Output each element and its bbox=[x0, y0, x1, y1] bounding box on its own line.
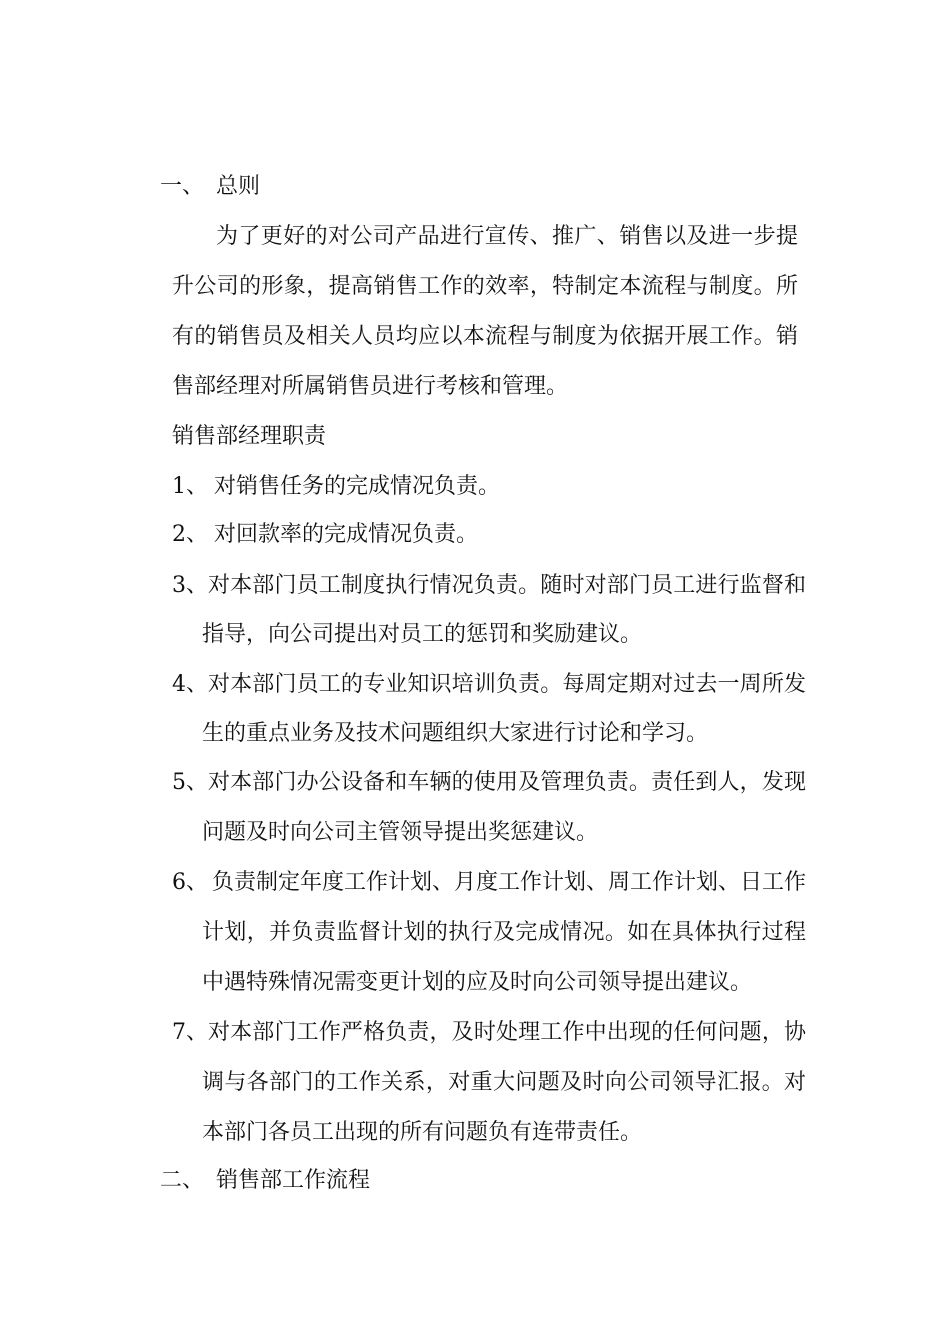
duties-heading: 销售部经理职责 bbox=[172, 424, 327, 449]
duty-number: 5、 bbox=[172, 770, 208, 795]
intro-line: 为了更好的对公司产品进行宣传、推广、销售以及进一步提 bbox=[216, 224, 798, 249]
duty-line: 生的重点业务及技术问题组织大家进行讨论和学习。 bbox=[202, 721, 709, 746]
duty-line: 对本部门办公设备和车辆的使用及管理负责。责任到人，发现 bbox=[208, 770, 806, 795]
duty-line: 对本部门员工制度执行情况负责。随时对部门员工进行监督和 bbox=[208, 573, 806, 598]
duty-number: 6、 bbox=[172, 870, 208, 895]
duty-line: 对本部门工作严格负责，及时处理工作中出现的任何问题，协 bbox=[208, 1020, 806, 1045]
intro-line: 升公司的形象，提高销售工作的效率，特制定本流程与制度。所 bbox=[172, 274, 798, 299]
duty-line: 问题及时向公司主管领导提出奖惩建议。 bbox=[202, 820, 599, 845]
duty-line: 负责制定年度工作计划、月度工作计划、周工作计划、日工作 bbox=[212, 870, 807, 895]
duty-line: 对回款率的完成情况负责。 bbox=[214, 522, 479, 547]
duty-number: 4、 bbox=[172, 672, 208, 697]
duty-number: 2、 bbox=[172, 522, 208, 547]
duty-number: 3、 bbox=[172, 573, 208, 598]
duty-line: 对销售任务的完成情况负责。 bbox=[214, 474, 501, 499]
duty-line: 中遇特殊情况需变更计划的应及时向公司领导提出建议。 bbox=[202, 970, 753, 995]
intro-line: 有的销售员及相关人员均应以本流程与制度为依据开展工作。销 bbox=[172, 324, 798, 349]
duty-number: 7、 bbox=[172, 1020, 208, 1045]
section-2-title: 销售部工作流程 bbox=[216, 1168, 371, 1193]
duty-line: 指导，向公司提出对员工的惩罚和奖励建议。 bbox=[202, 622, 643, 647]
duty-line: 计划，并负责监督计划的执行及完成情况。如在具体执行过程 bbox=[202, 920, 806, 945]
section-2-number: 二、 bbox=[160, 1168, 205, 1193]
duty-line: 本部门各员工出现的所有问题负有连带责任。 bbox=[202, 1120, 643, 1145]
duty-line: 对本部门员工的专业知识培训负责。每周定期对过去一周所发 bbox=[208, 672, 806, 697]
duty-number: 1、 bbox=[172, 474, 208, 499]
duty-line: 调与各部门的工作关系，对重大问题及时向公司领导汇报。对 bbox=[202, 1070, 806, 1095]
section-1-title: 总则 bbox=[216, 174, 261, 199]
section-1-number: 一、 bbox=[160, 174, 205, 199]
intro-line: 售部经理对所属销售员进行考核和管理。 bbox=[172, 374, 569, 399]
